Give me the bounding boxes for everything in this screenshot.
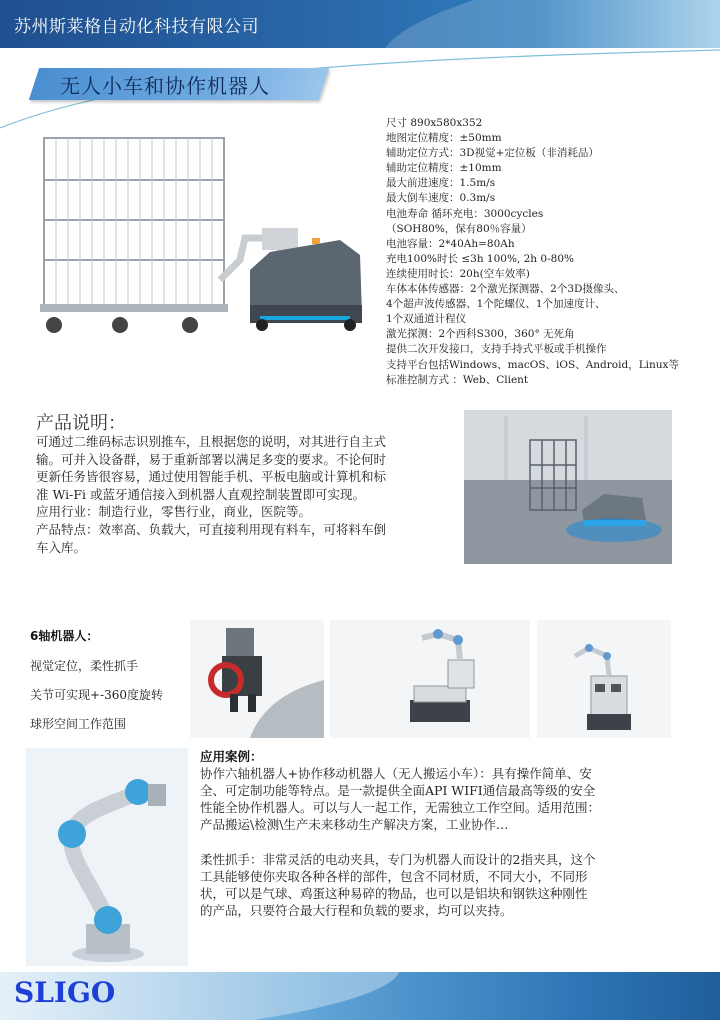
description-text [36, 433, 456, 556]
description-line: 应用行业：制造行业，零售行业，商业，医院等。 [36, 504, 312, 520]
spec-line: （SOH80%，保有80％容量） [386, 222, 532, 235]
robot-feature: 关节可实现+-360度旋转 [30, 688, 164, 702]
case-line: 工具能够使你夹取各种各样的部件，包含不同材质，不同大小，不同形 [200, 869, 588, 884]
footer-bar [0, 972, 720, 1020]
spec-line: 4个超声波传感器、1个陀螺仪、1个加速度计、 [386, 298, 606, 311]
spec-line: 连续使用时长：20h(空车效率) [386, 267, 530, 280]
spec-line: 充电100%时长 ≤3h 100%, 2h 0-80% [386, 252, 574, 265]
header-bar [0, 0, 720, 48]
case-line: 全、可定制功能等特点。是一款提供全面API WIFI通信最高等级的安全 [200, 783, 596, 798]
case-line: 协作六轴机器人+协作移动机器人（无人搬运小车）：具有操作简单、安 [200, 766, 592, 781]
case-line: 性能全协作机器人。可以与人一起工作，无需独立工作空间。适用范围： [200, 800, 601, 815]
spec-line: 最大倒车速度：0.3m/s [386, 192, 496, 205]
cobot-arm-image [26, 748, 188, 966]
spec-line: 地图定位精度：±50mm [386, 132, 502, 145]
warehouse-photo [464, 410, 672, 564]
spec-line: 尺寸 890x580x352 [386, 117, 483, 129]
description-title: 产品说明： [36, 413, 126, 434]
spec-line: 激光探测：2个西科S300，360° 无死角 [386, 328, 575, 341]
brand-logo: SLIGO [14, 976, 116, 1009]
robot-on-agv-image [330, 620, 530, 738]
spec-line: 辅助定位精度：±10mm [386, 162, 502, 175]
spec-line: 标准控制方式 ：Web、Client [386, 373, 529, 386]
case-line: 状，可以是气球、鸡蛋这种易碎的物品，也可以是铝块和钢铁这种刚性 [200, 886, 588, 901]
spec-line: 电池寿命 循环充电：3000cycles [386, 207, 544, 220]
agv-cart-image [30, 120, 380, 345]
company-name: 苏州斯莱格自动化科技有限公司 [14, 17, 259, 37]
robot-feature: 视觉定位，柔性抓手 [30, 659, 139, 673]
page-title: 无人小车和协作机器人 [60, 74, 270, 98]
spec-line: 电池容量：2*40Ah=80Ah [386, 237, 515, 250]
spec-line: 车体本体传感器：2个激光探测器、2个3D摄像头、 [386, 283, 625, 296]
case-line: 产品搬运\检测\生产未来移动生产解决方案，工业协作… [200, 817, 509, 832]
description-line: 车入库。 [36, 539, 87, 555]
gripper-image [190, 620, 324, 738]
description-line: 更新任务皆很容易，通过使用智能手机、平板电脑或计算机和标 [36, 469, 387, 485]
spec-line: 辅助定位方式：3D视觉+定位板（非消耗品） [386, 147, 599, 160]
description-line: 输。可并入设备群，易于重新部署以满足多变的要求。不论何时 [36, 451, 387, 467]
spec-line: 支持平台包括Windows、macOS、iOS、Android，Linux等 [386, 358, 679, 371]
robot-tall-agv-image [537, 620, 671, 738]
description-line: 可通过二维码标志识别推车，且根据您的说明，对其进行自主式 [36, 434, 387, 449]
case-line: 的产品，只要符合最大行程和负载的要求，均可以夹持。 [200, 903, 513, 918]
cases-title: 应用案例： [200, 749, 263, 764]
robot-feature: 球形空间工作范围 [30, 717, 127, 731]
spec-list [386, 116, 706, 388]
description-line: 准 Wi-Fi 或蓝牙通信接入到机器人直观控制装置即可实现。 [36, 486, 365, 502]
description-line: 产品特点：效率高、负载大，可直接利用现有料车，可将料车倒 [36, 521, 387, 537]
application-cases [200, 748, 670, 919]
spec-line: 1个双通道计程仪 [386, 313, 467, 326]
spec-line: 最大前进速度：1.5m/s [386, 177, 496, 190]
case-line: 柔性抓手：非常灵活的电动夹具，专门为机器人而设计的2指夹具，这个 [200, 852, 596, 867]
robot-section-title: 6轴机器人： [30, 629, 99, 643]
spec-line: 提供二次开发接口，支持手持式平板或手机操作 [386, 343, 607, 356]
